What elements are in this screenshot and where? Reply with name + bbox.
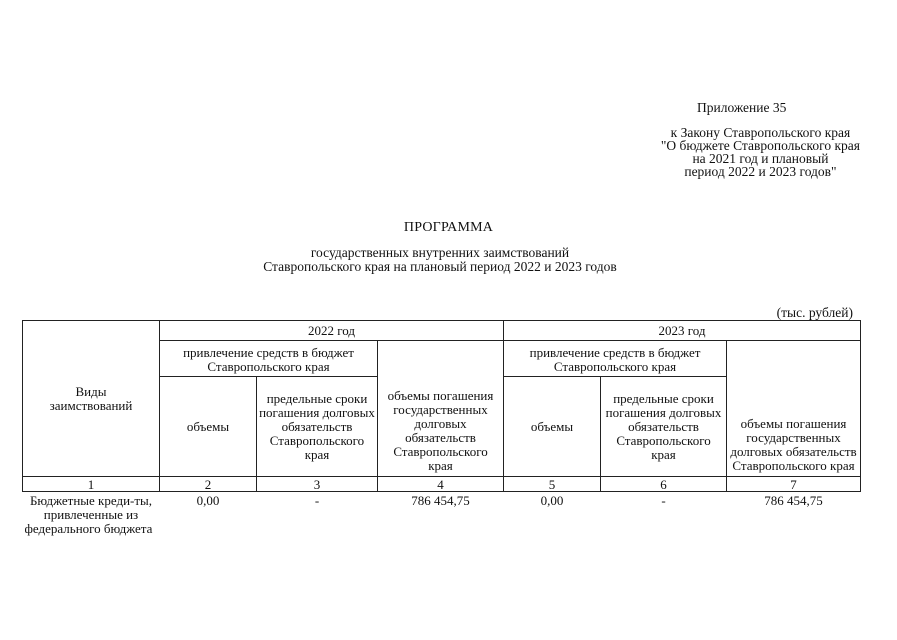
column-number-row [23, 477, 861, 492]
column-number: 7 [727, 477, 861, 492]
document-subtitle [0, 246, 880, 274]
col-header-borrowing-types: Виды заимствований [23, 321, 160, 477]
cell-2022-term: - [314, 493, 320, 508]
col-header-attract-2022: привлечение средств в бюджет Ставропольского края [160, 341, 378, 377]
col-header-terms-2023: предельные сроки погашения долговых обязательств Ставропольского края [601, 377, 727, 477]
borrowing-program-table [22, 320, 861, 536]
col-header-volumes-2023: объемы [504, 377, 601, 477]
cell-2022-attract-volume: 0,00 [196, 493, 220, 508]
appendix-title: Приложение 35 [697, 100, 787, 115]
subtitle-line: государственных внутренних заимствований [310, 245, 570, 260]
law-reference [661, 126, 860, 178]
col-header-year-2022: 2022 год [160, 321, 504, 341]
row-label-budget-credits: Бюджетные креди-ты, привлеченные из федерального бюджета [24, 493, 153, 536]
document-title: ПРОГРАММА [403, 220, 494, 235]
column-number: 2 [160, 477, 257, 492]
cell-2023-repay-volume: 786 454,75 [764, 493, 823, 508]
units-label: (тыс. рублей) [776, 305, 853, 320]
law-reference-line: период 2022 и 2023 годов" [684, 164, 837, 179]
subtitle-line: Ставропольского края на плановый период 2022 и 2023 годов [263, 259, 617, 274]
header-row-years [23, 321, 861, 341]
cell-2022-repay-volume: 786 454,75 [411, 493, 470, 508]
col-header-volumes-2022: объемы [160, 377, 257, 477]
cell-2023-term: - [661, 493, 666, 508]
column-number: 3 [257, 477, 378, 492]
table-row [23, 492, 861, 537]
col-header-repay-2022: объемы погашения государственных долговых обязательств Ставропольского края [378, 341, 504, 477]
law-reference-line: "О бюджете Ставропольского края [660, 138, 860, 153]
law-reference-line: на 2021 год и плановый [692, 151, 829, 166]
column-number: 4 [378, 477, 504, 492]
column-number: 5 [504, 477, 601, 492]
column-number: 1 [23, 477, 160, 492]
column-number: 6 [601, 477, 727, 492]
law-reference-line: к Закону Ставропольского края [670, 125, 851, 140]
col-header-attract-2023: привлечение средств в бюджет Ставропольского края [504, 341, 727, 377]
col-header-year-2023: 2023 год [504, 321, 861, 341]
col-header-repay-2023: объемы погашения государственных долговых обязательств Ставропольского края [727, 341, 861, 477]
col-header-terms-2022: предельные сроки погашения долговых обязательств Ставропольского края [257, 377, 378, 477]
cell-2023-attract-volume: 0,00 [540, 493, 564, 508]
